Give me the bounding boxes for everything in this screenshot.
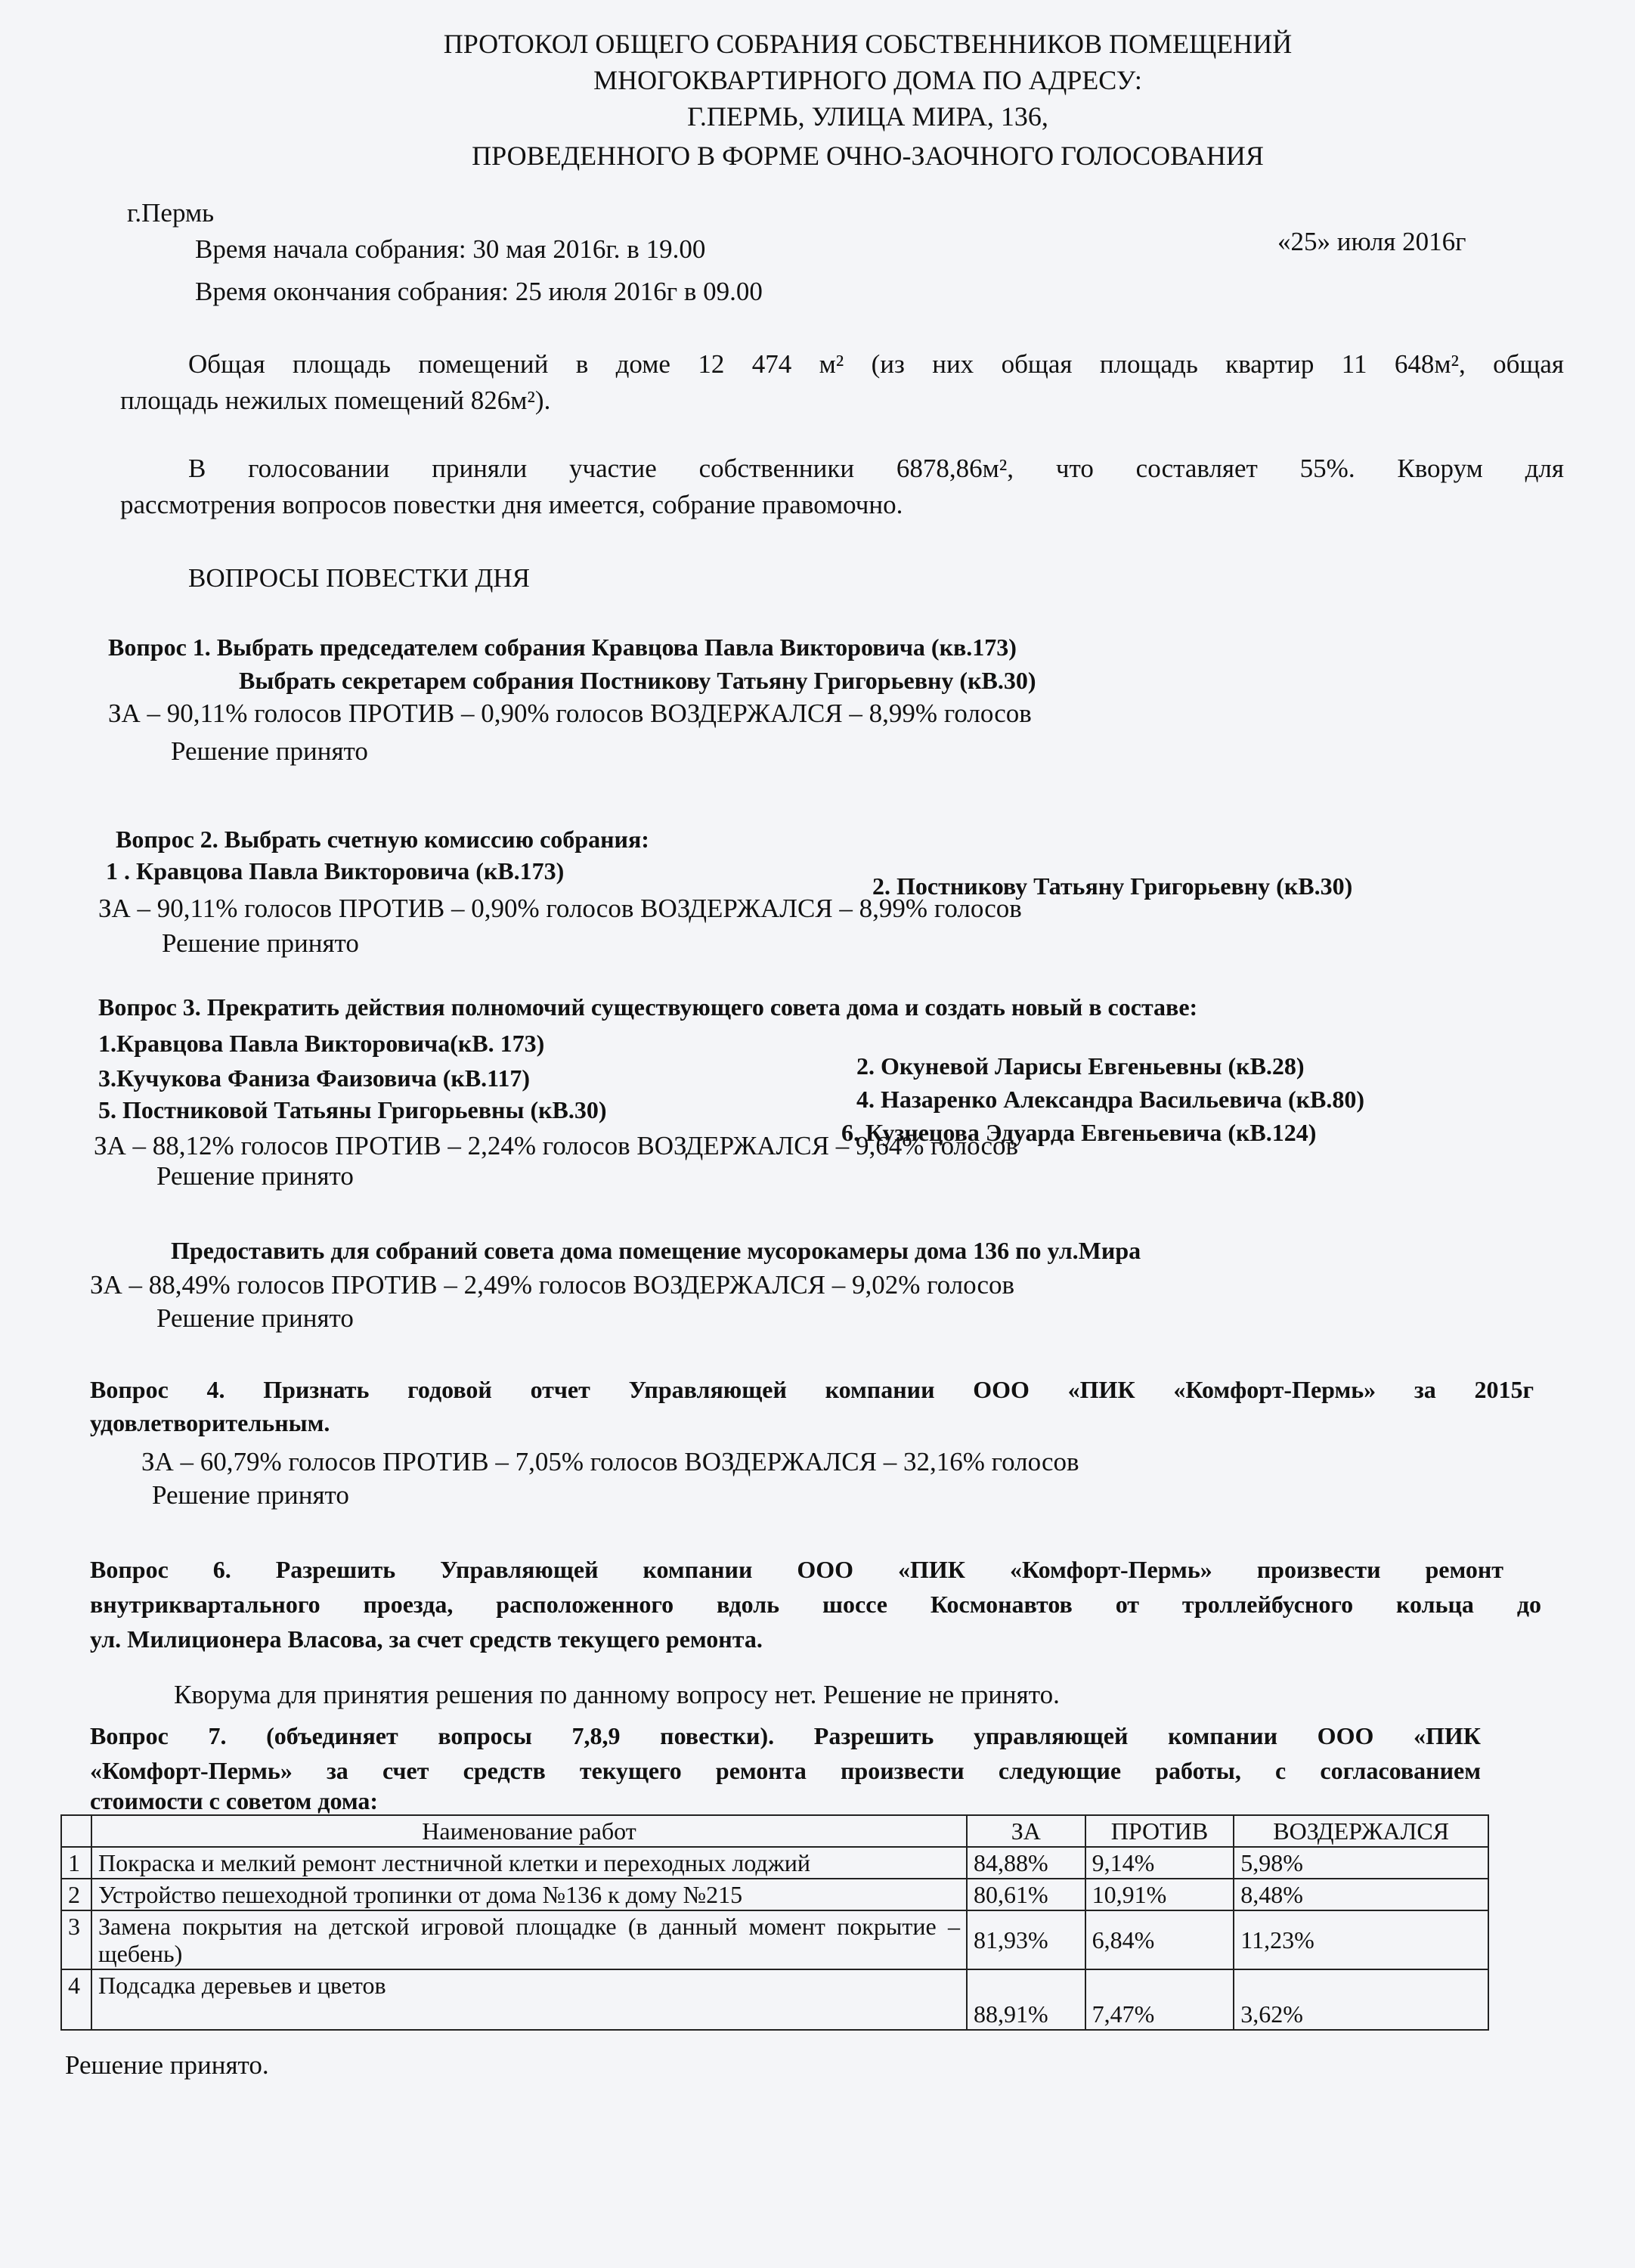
council-member: 5. Постниковой Татьяны Григорьевны (кВ.30) [98,1096,607,1123]
protiv-value: 10,91% [1085,1879,1234,1910]
question-3-sub-title: Предоставить для собраний совета дома помещение мусорокамеры дома 136 по ул.Мира [171,1237,1141,1264]
question-3-result: Решение принято [156,1161,354,1191]
question-1-result: Решение принято [171,736,368,766]
question-6-title-cont: ул. Милиционера Власова, за счет средств текущего ремонта. [90,1625,763,1653]
end-time: Время окончания собрания: 25 июля 2016г в 09.00 [195,277,763,306]
question-7-title-cont: «Комфорт-Пермь» за счет средств текущего ремонта произвести следующие работы, с согласованием [90,1757,1481,1784]
vozd-value: 5,98% [1234,1847,1488,1879]
title-line: МНОГОКВАРТИРНОГО ДОМА ПО АДРЕСУ: [593,65,1142,95]
row-number: 4 [61,1969,91,2030]
question-2-votes: ЗА – 90,11% голосов ПРОТИВ – 0,90% голосов ВОЗДЕРЖАЛСЯ – 8,99% голосов [98,894,1022,923]
za-value: 84,88% [967,1847,1085,1879]
agenda-heading: ВОПРОСЫ ПОВЕСТКИ ДНЯ [188,563,530,593]
quorum-paragraph: В голосовании приняли участие собственники 6878,86м², что составляет 55%. Кворум для [188,454,1564,483]
za-value: 81,93% [967,1910,1085,1969]
question-4-result: Решение принято [152,1480,349,1510]
commission-member: 2. Постникову Татьяну Григорьевну (кВ.30) [872,872,1353,900]
title-line: ПРОВЕДЕННОГО В ФОРМЕ ОЧНО-ЗАОЧНОГО ГОЛОСОВАНИЯ [472,141,1264,171]
area-paragraph: Общая площадь помещений в доме 12 474 м² (из них общая площадь квартир 11 648м², общая [188,349,1564,379]
work-name: Подсадка деревьев и цветов [91,1969,967,2030]
question-3-sub-result: Решение принято [156,1303,354,1333]
question-2-result: Решение принято [162,928,359,958]
work-name: Покраска и мелкий ремонт лестничной клетки и переходных лоджий [91,1847,967,1879]
question-6-result: Кворума для принятия решения по данному вопросу нет. Решение не принято. [174,1680,1060,1709]
question-7-title: Вопрос 7. (объединяет вопросы 7,8,9 повестки). Разрешить управляющей компании ООО «ПИК [90,1722,1481,1749]
question-6-title-cont: внутриквартального проезда, расположенного вдоль шоссе Космонавтов от троллейбусного кольца до [90,1591,1541,1618]
table-row [61,1969,1488,2030]
city: г.Пермь [127,198,215,228]
row-number: 2 [61,1879,91,1910]
council-member: 3.Кучукова Фаниза Фаизовича (кВ.117) [98,1064,531,1092]
question-3-votes: ЗА – 88,12% голосов ПРОТИВ – 2,24% голосов ВОЗДЕРЖАЛСЯ – 9,64% голосов [94,1131,1019,1160]
work-name: Устройство пешеходной тропинки от дома №136 к дому №215 [91,1879,967,1910]
protiv-value: 7,47% [1085,1969,1234,2030]
title-line: Г.ПЕРМЬ, УЛИЦА МИРА, 136, [687,101,1048,132]
council-member: 2. Окуневой Ларисы Евгеньевны (кВ.28) [856,1052,1305,1080]
question-1-title: Вопрос 1. Выбрать председателем собрания Кравцова Павла Викторовича (кв.173) [108,634,1017,661]
question-4-title-cont: удовлетворительным. [90,1409,330,1436]
question-3-sub-votes: ЗА – 88,49% голосов ПРОТИВ – 2,49% голосов ВОЗДЕРЖАЛСЯ – 9,02% голосов [90,1270,1015,1300]
works-table [60,1814,1489,2031]
quorum-paragraph-cont: рассмотрения вопросов повестки дня имеется, собрание правомочно. [120,490,903,519]
commission-member: 1 . Кравцова Павла Викторовича (кВ.173) [106,857,565,885]
header-za: ЗА [967,1815,1085,1847]
question-6-title: Вопрос 6. Разрешить Управляющей компании ООО «ПИК «Комфорт-Пермь» произвести ремонт [90,1556,1503,1583]
za-value: 88,91% [967,1969,1085,2030]
za-value: 80,61% [967,1879,1085,1910]
header-work-name: Наименование работ [91,1815,967,1847]
council-member: 6. Кузнецова Эдуарда Евгеньевича (кВ.124) [841,1119,1317,1146]
table-header-row [61,1815,1488,1847]
header-number [61,1815,91,1847]
question-3-title: Вопрос 3. Прекратить действия полномочий существующего совета дома и создать новый в составе: [98,993,1198,1021]
question-1-votes: ЗА – 90,11% голосов ПРОТИВ – 0,90% голосов ВОЗДЕРЖАЛСЯ – 8,99% голосов [108,699,1032,728]
question-2-title: Вопрос 2. Выбрать счетную комиссию собрания: [116,826,649,853]
work-name: Замена покрытия на детской игровой площадке (в данный момент покрытие – щебень) [91,1910,967,1969]
table-row [61,1910,1488,1969]
question-4-votes: ЗА – 60,79% голосов ПРОТИВ – 7,05% голосов ВОЗДЕРЖАЛСЯ – 32,16% голосов [141,1447,1079,1476]
header-vozd: ВОЗДЕРЖАЛСЯ [1234,1815,1488,1847]
council-member: 4. Назаренко Александра Васильевича (кВ.80) [856,1086,1365,1113]
row-number: 3 [61,1910,91,1969]
question-7-title-cont: стоимости с советом дома: [90,1787,379,1814]
council-member: 1.Кравцова Павла Викторовича(кВ. 173) [98,1030,545,1057]
start-time: Время начала собрания: 30 мая 2016г. в 19.00 [195,234,706,264]
row-number: 1 [61,1847,91,1879]
area-paragraph-cont: площадь нежилых помещений 826м²). [120,386,551,415]
vozd-value: 8,48% [1234,1879,1488,1910]
vozd-value: 3,62% [1234,1969,1488,2030]
vozd-value: 11,23% [1234,1910,1488,1969]
protiv-value: 9,14% [1085,1847,1234,1879]
table-row [61,1847,1488,1879]
question-4-title: Вопрос 4. Признать годовой отчет Управляющей компании ООО «ПИК «Комфорт-Пермь» за 2015г [90,1376,1534,1403]
header-protiv: ПРОТИВ [1085,1815,1234,1847]
question-1-title-cont: Выбрать секретарем собрания Постникову Татьяну Григорьевну (кВ.30) [239,667,1036,694]
protiv-value: 6,84% [1085,1910,1234,1969]
title-line: ПРОТОКОЛ ОБЩЕГО СОБРАНИЯ СОБСТВЕННИКОВ ПОМЕЩЕНИЙ [443,29,1293,59]
document-date: «25» июля 2016г [1277,227,1466,256]
question-7-result: Решение принято. [65,2050,269,2080]
table-row [61,1879,1488,1910]
